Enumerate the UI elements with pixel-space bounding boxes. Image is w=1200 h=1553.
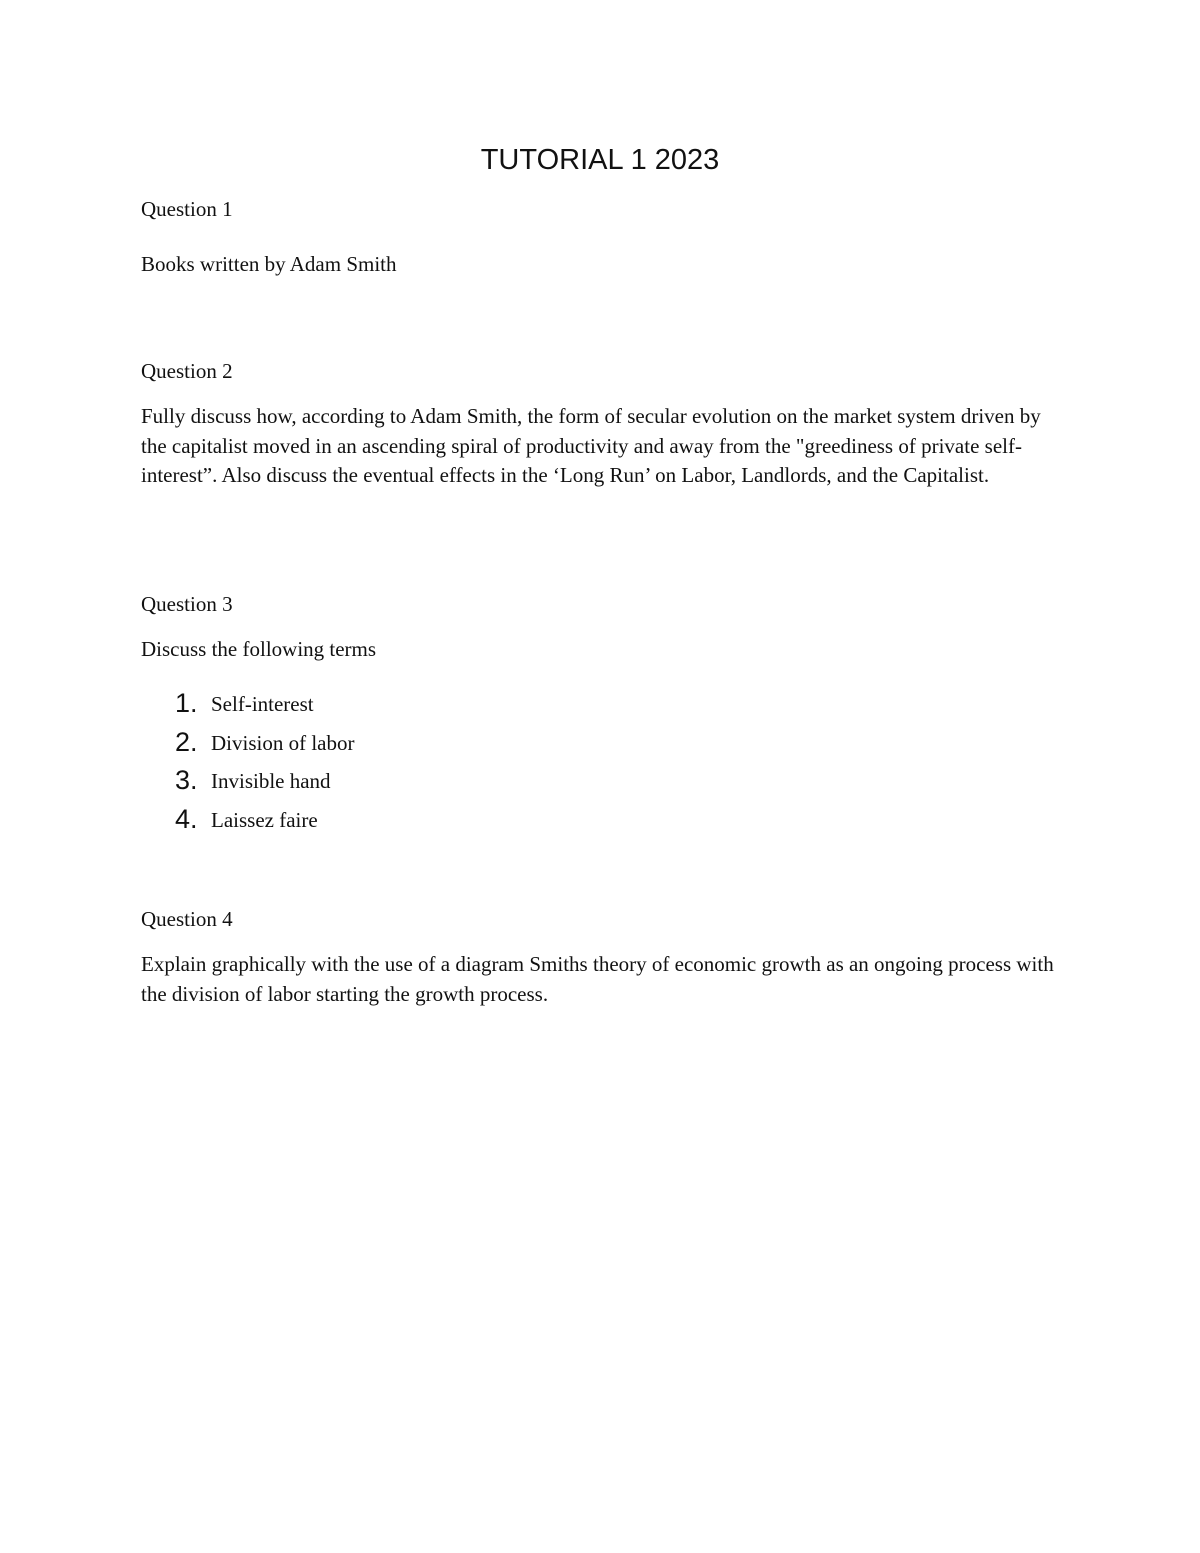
list-item (141, 723, 741, 762)
question-1-heading: Question 1 (141, 197, 233, 221)
question-2-body: Fully discuss how, according to Adam Smith, the form of secular evolution on the market system driven by the capitalist moved in an ascending spiral of productivity and away from the "greediness of private self-interest”. Also discuss the eventual effects in the ‘Long Run’ on Labor, Landlords, and the Capitalist. (141, 404, 1041, 487)
list-term: Self-interest (211, 692, 314, 716)
list-item (141, 761, 741, 800)
list-term: Invisible hand (211, 769, 331, 794)
terms-list (141, 684, 741, 839)
list-item (141, 684, 741, 723)
document-title: TUTORIAL 1 2023 (480, 144, 720, 176)
question-1-body: Books written by Adam Smith (141, 252, 397, 276)
list-item (141, 800, 741, 839)
question-4-body: Explain graphically with the use of a diagram Smiths theory of economic growth as an ongoing process with the division of labor starting the growth process. (141, 952, 1054, 1006)
question-3-heading: Question 3 (141, 592, 233, 616)
list-number: 3. (175, 765, 198, 796)
list-term: Laissez faire (211, 808, 318, 833)
list-term: Division of labor (211, 730, 355, 755)
list-number: 2. (175, 726, 198, 757)
list-number: 1. (175, 688, 198, 718)
question-3-body: Discuss the following terms (141, 637, 377, 661)
list-number: 4. (175, 804, 198, 835)
question-4-heading: Question 4 (141, 907, 233, 931)
question-2-heading: Question 2 (141, 359, 233, 383)
